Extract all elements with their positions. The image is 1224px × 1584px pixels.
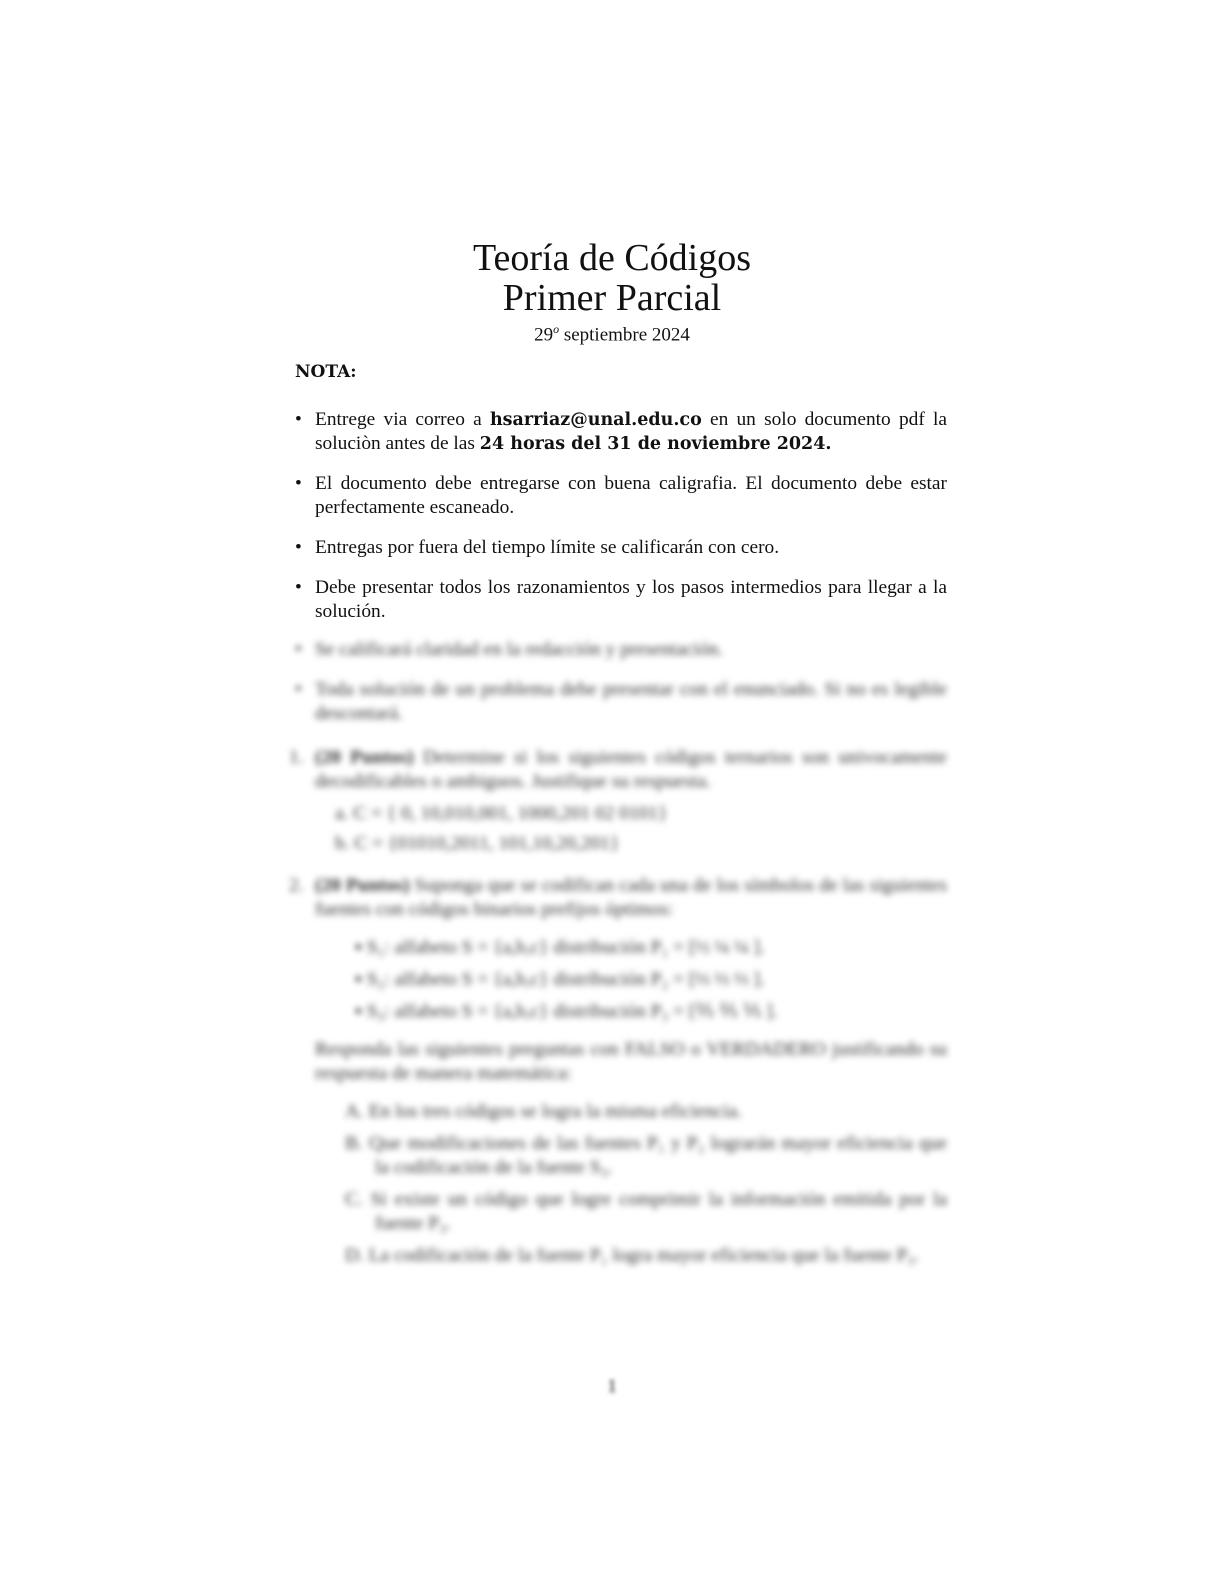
bullet-item: • Entrege via correo a hsarriaz@unal.edu.co en un solo documento pdf la soluciòn antes de las 24 horas del 31 de noviembre 2024. — [295, 409, 948, 454]
page-number: 1 — [607, 1376, 617, 1397]
bullet-item: • Entregas por fuera del tiempo límite se calificarán con cero. — [295, 537, 780, 558]
tf-list: A. En los tres códigos se logra la misma eficiencia. B. Que modificaciones de las fuentes P₁ y P₂ lograrán mayor eficiencia que la codificación de la fuente S₃. C. Si existe un código que logre comprimir la información emitida por la fuente P₃. D. La codificación de la fuente P₁ logra mayor eficiencia que la fuente P₃. — [345, 1101, 947, 1266]
bullet-icon: • — [295, 473, 302, 494]
exam-title: Primer Parcial — [502, 277, 722, 319]
document-header — [0, 238, 1224, 346]
tf-prompt: Responda las siguientes preguntas con FALSO o VERDADERO justificando su respuesta de manera matemática: — [315, 1039, 947, 1084]
problem-1-options: a. C = { 0, 10,010,001, 1000,201 02 0101} b. C = {01010,2011, 101,10,20,201} — [335, 803, 668, 854]
bullet-item: • Toda solución de un problema debe presentar con el enunciado. Si no es legible descontará. — [295, 679, 947, 724]
bullet-icon: • — [295, 679, 302, 700]
exam-date: 29$^o$ septiembre 2024 — [534, 322, 690, 346]
bullet-icon: • — [295, 409, 302, 430]
nota-label: NOTA: — [295, 362, 357, 382]
blurred-region — [289, 638, 948, 1268]
deadline: 24 horas del 31 de noviembre 2024. — [479, 434, 832, 454]
bullet-icon: • — [295, 639, 302, 660]
bullet-item: • Se calificará claridad en la redacción y presentación. — [295, 639, 724, 660]
bullet-item: • El documento debe entregarse con buena caligrafia. El documento debe estar perfectamente escaneado. — [295, 473, 947, 518]
problem-1: 1. (20 Puntos) Determine si los siguientes códigos ternarios son univocamente decodificables o ambiguos. Justifique su respuesta. a. C = { 0, 10,010,001, 1000,201 02 0101} b. C = {01010,2011, 101,10,20,201} — [289, 747, 948, 854]
bullet-icon: • — [295, 577, 302, 598]
bullet-icon: • — [295, 537, 302, 558]
problem-2: 2. (20 Puntos) Suponga que se codifican cada una de los símbolos de las siguientes fuentes con códigos binarios prefijos óptimos: ▪ S₁: alfabeto S = {a,b,c} distribución P₁ = [½ ¼ ¼ ]. ▪ S₂: alfabeto S = {a,b,c} distribución P₂ = [⅓ ⅓ ⅓ ]. ▪ S₃: alfabeto S = {a,b,c} distribución P₃ = [⅖ ⅖ ⅕ ]. Responda las siguientes preguntas con FALSO o VERDADERO justificando su respuesta de manera matemática: A. En los tres códigos se logra la misma eficiencia. B. Que modificaciones de las fuentes P₁ y P₂ lograrán mayor eficiencia que la codificación de la fuente S₃. C. Si existe un código que logre comprimir la información emitida por la fuente P₃. D. La codificación de la fuente P₁ logra mayor eficiencia que la fuente P₃. — [289, 875, 948, 1266]
source-list: ▪ S₁: alfabeto S = {a,b,c} distribución P₁ = [½ ¼ ¼ ]. ▪ S₂: alfabeto S = {a,b,c} distribución P₂ = [⅓ ⅓ ⅓ ]. ▪ S₃: alfabeto S = {a,b,c} distribución P₃ = [⅖ ⅖ ⅕ ]. — [355, 937, 778, 1022]
bullet-item: • Debe presentar todos los razonamientos y los pasos intermedios para llegar a la solución. — [295, 577, 947, 622]
document-body — [289, 360, 948, 1280]
course-title: Teoría de Códigos — [472, 237, 752, 279]
email-address: hsarriaz@unal.edu.co — [489, 410, 702, 430]
